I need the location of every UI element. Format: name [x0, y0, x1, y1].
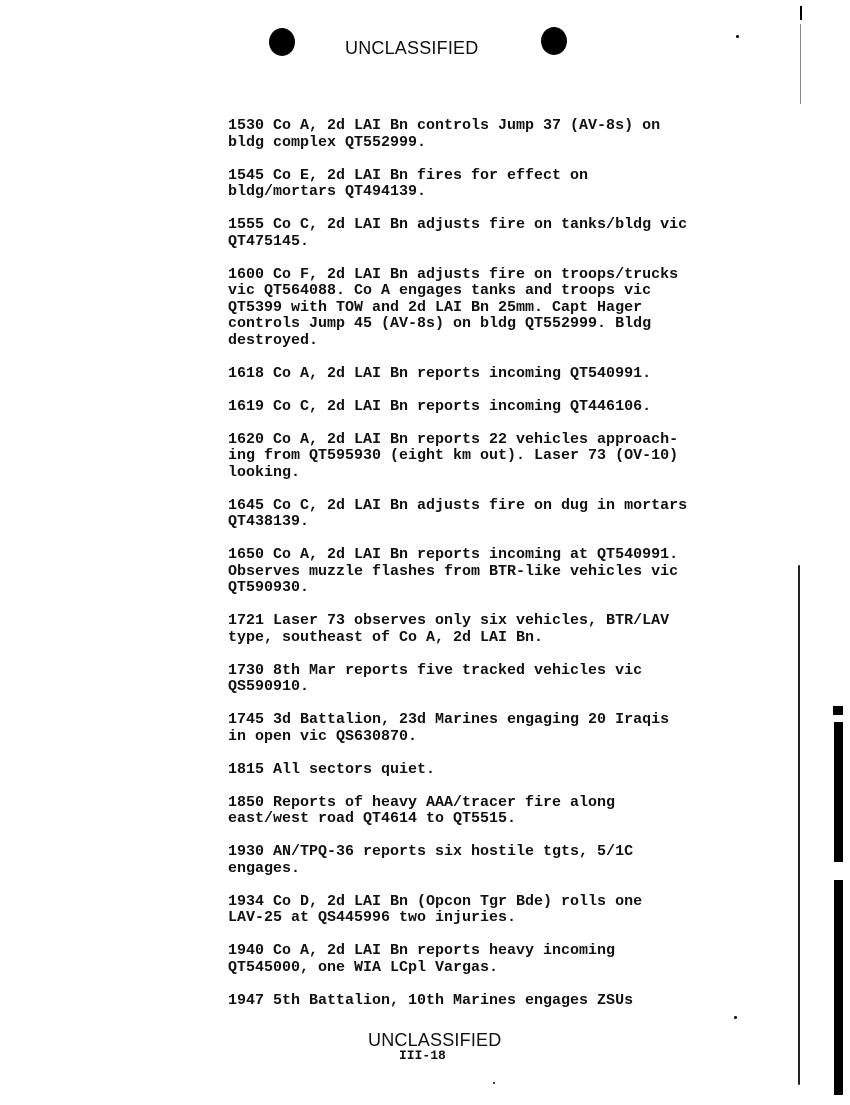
log-entry: 1618 Co A, 2d LAI Bn reports incoming QT540991. — [228, 364, 652, 382]
log-entry: 1555 Co C, 2d LAI Bn adjusts fire on tanks/bldg vic QT475145. — [228, 216, 688, 250]
scan-artifact-mark — [833, 706, 843, 715]
top-classification-marking: UNCLASSIFIED — [345, 38, 479, 58]
log-entry: 1947 5th Battalion, 10th Marines engages ZSUs — [228, 991, 634, 1009]
log-entry: 1721 Laser 73 observes only six vehicles, BTR/LAV type, southeast of Co A, 2d LAI Bn. — [228, 612, 670, 646]
log-entry: 1934 Co D, 2d LAI Bn (Opcon Tgr Bde) rolls one LAV-25 at QS445996 two injuries. — [228, 892, 643, 926]
punch-hole-left — [269, 28, 295, 56]
scan-speck — [734, 1016, 737, 1019]
log-entry: 1730 8th Mar reports five tracked vehicles vic QS590910. — [228, 661, 643, 695]
log-entry: 1530 Co A, 2d LAI Bn controls Jump 37 (AV-8s) on bldg complex QT552999. — [228, 117, 661, 151]
log-entry: 1745 3d Battalion, 23d Marines engaging 20 Iraqis in open vic QS630870. — [228, 711, 670, 745]
log-entry: 1815 All sectors quiet. — [228, 760, 436, 778]
page-number: III-18 — [399, 1048, 446, 1063]
punch-hole-right — [541, 27, 567, 55]
log-entry: 1545 Co E, 2d LAI Bn fires for effect on bldg/mortars QT494139. — [228, 166, 589, 200]
log-entry: 1940 Co A, 2d LAI Bn reports heavy incoming QT545000, one WIA LCpl Vargas. — [228, 942, 616, 976]
log-entry: 1645 Co C, 2d LAI Bn adjusts fire on dug in mortars QT438139. — [228, 496, 688, 530]
log-entry: 1600 Co F, 2d LAI Bn adjusts fire on troops/trucks vic QT564088. Co A engages tanks and troops vic QT5399 with TOW and 2d LAI Bn 25mm. Capt Hager controls Jump 45 (AV-8s) on bldg QT552999. Bldg destroyed. — [228, 265, 679, 349]
scan-speck — [493, 1082, 495, 1084]
log-entry: 1620 Co A, 2d LAI Bn reports 22 vehicles approach- ing from QT595930 (eight km out). Laser 73 (OV-10) looking. — [228, 430, 679, 481]
bottom-classification-marking: UNCLASSIFIED — [368, 1030, 502, 1050]
scan-artifact-line — [800, 6, 802, 20]
scan-artifact-bar — [834, 880, 843, 1095]
chronology-log — [228, 118, 748, 1026]
log-entry: 1850 Reports of heavy AAA/tracer fire along east/west road QT4614 to QT5515. — [228, 793, 616, 827]
scan-artifact-line — [798, 565, 800, 1085]
scan-artifact-bar — [834, 722, 843, 862]
scan-speck — [736, 35, 739, 38]
log-entry: 1930 AN/TPQ-36 reports six hostile tgts, 5/1C engages. — [228, 843, 634, 877]
scan-artifact-line — [800, 24, 801, 104]
log-entry: 1619 Co C, 2d LAI Bn reports incoming QT446106. — [228, 397, 652, 415]
log-entry: 1650 Co A, 2d LAI Bn reports incoming at QT540991. Observes muzzle flashes from BTR-like vehicles vic QT590930. — [228, 546, 679, 596]
